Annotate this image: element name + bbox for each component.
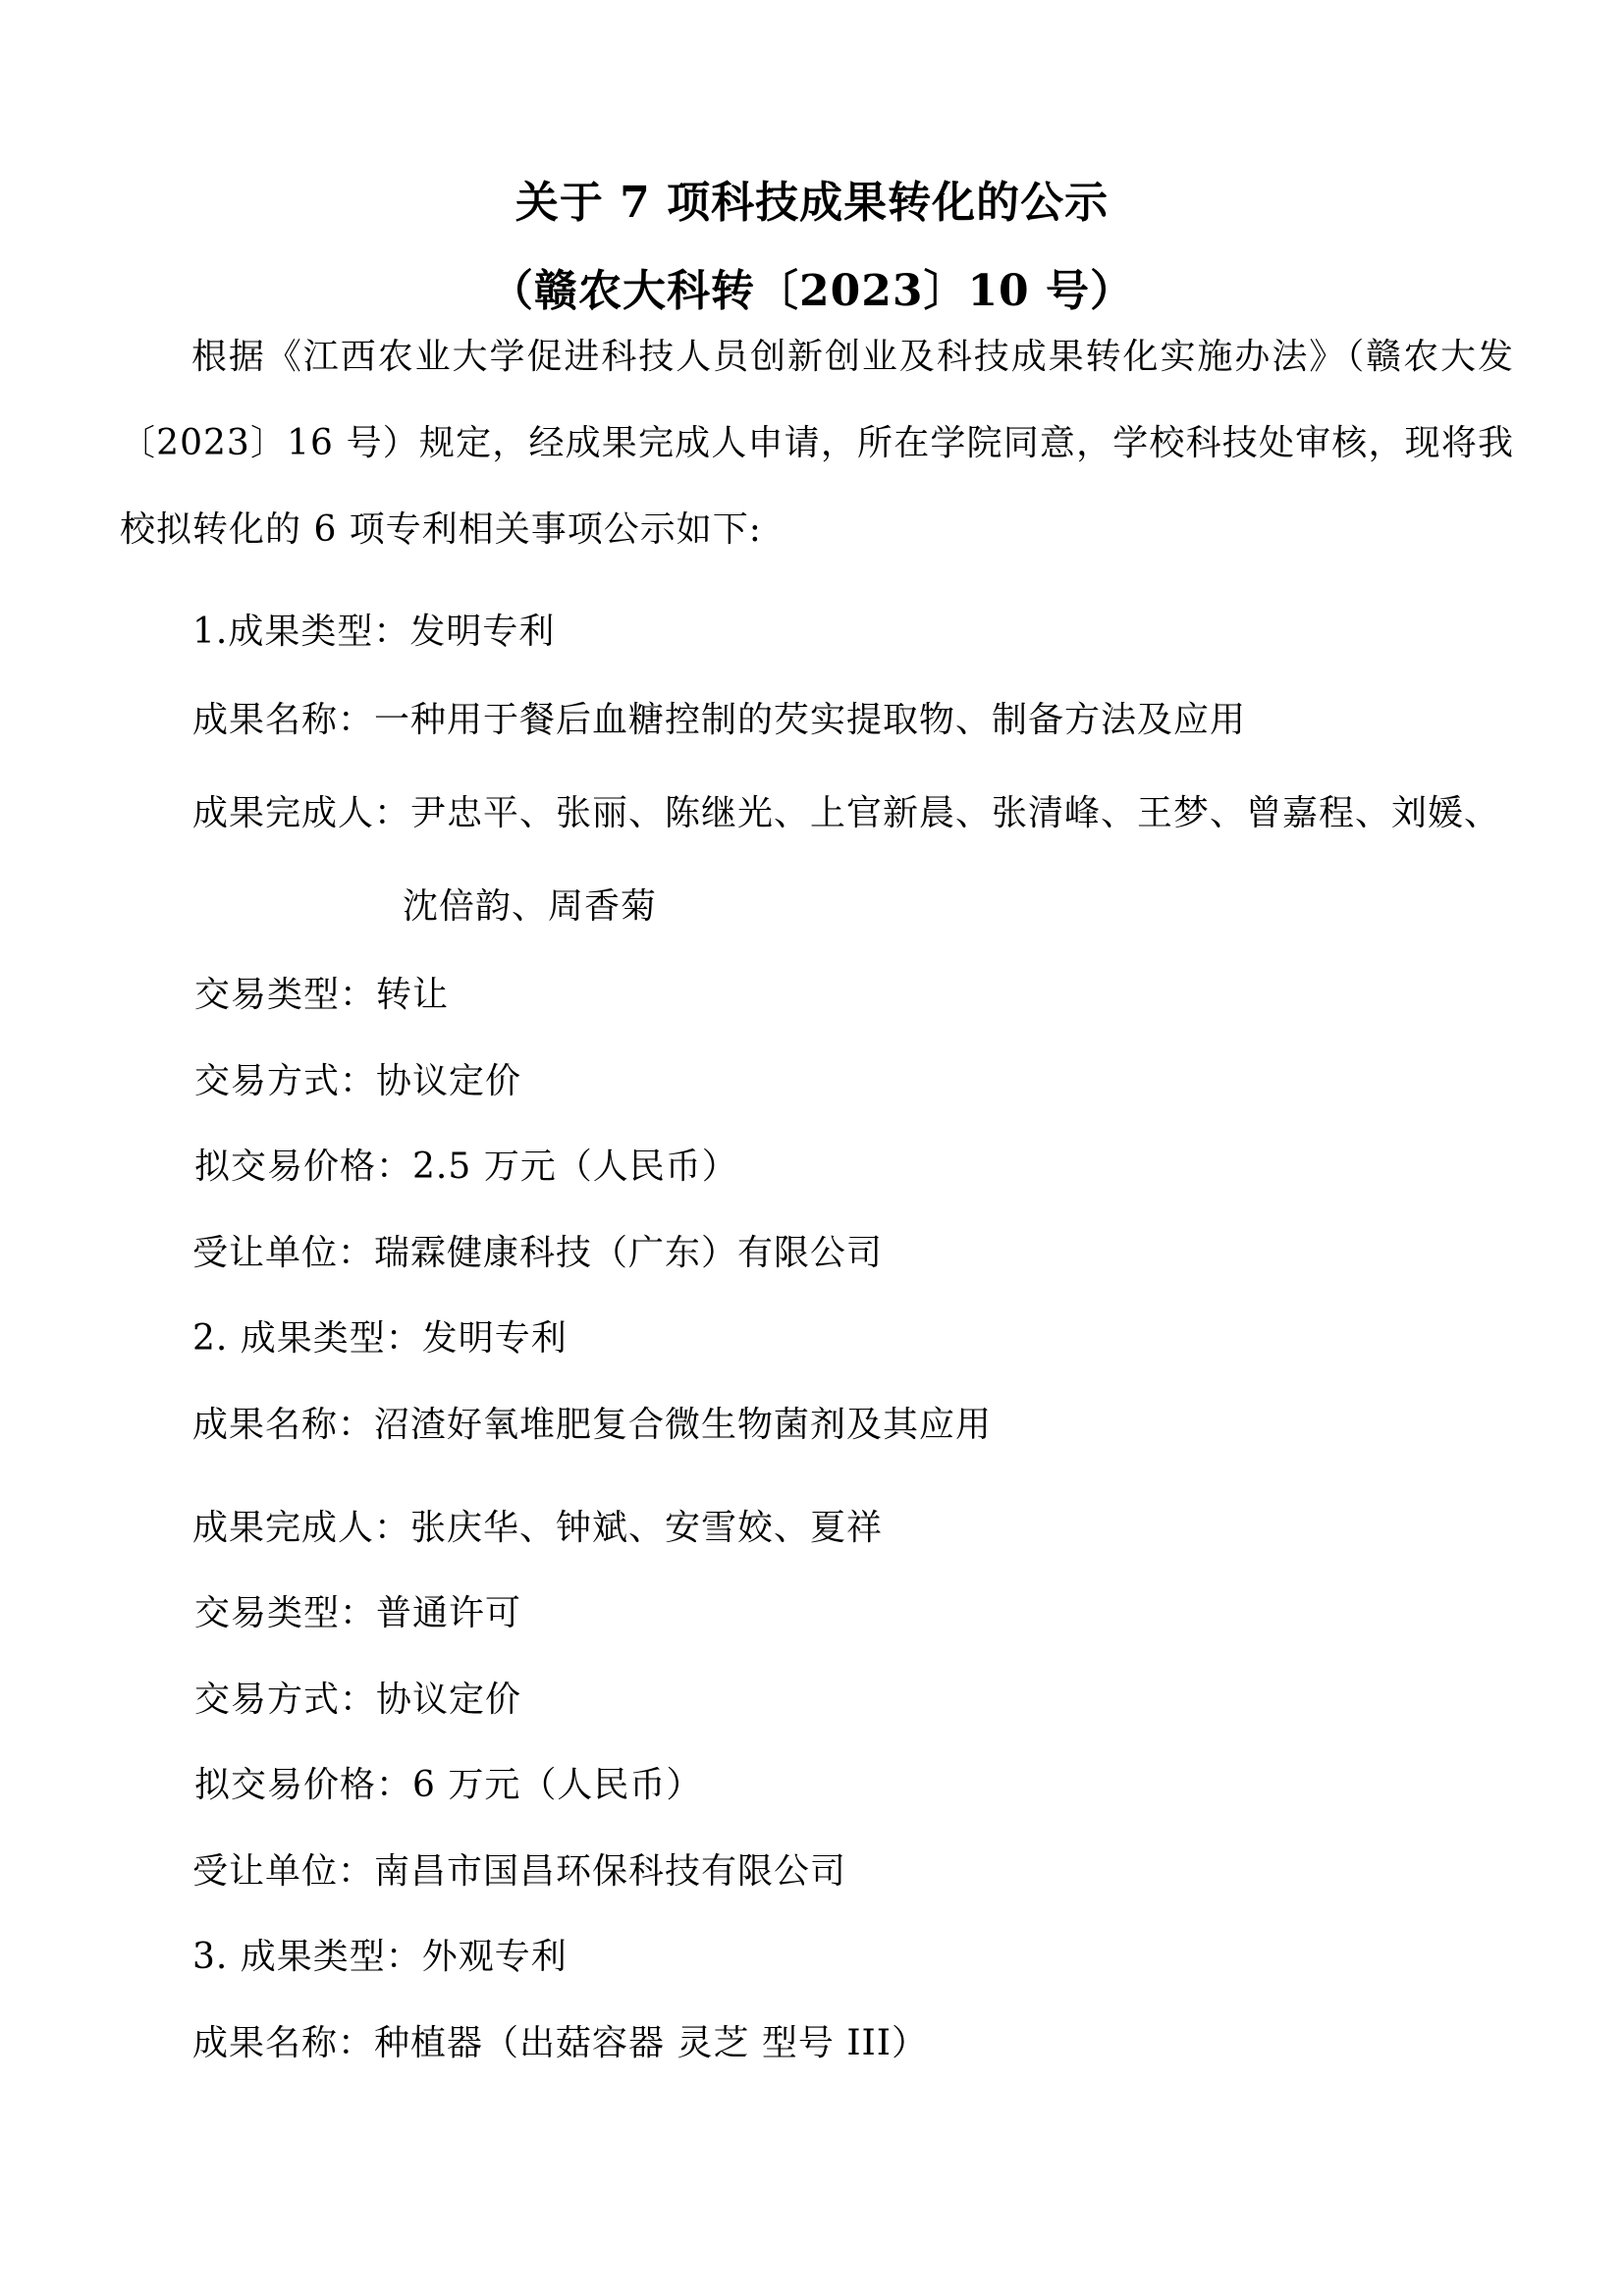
item-1-name: 成果名称：一种用于餐后血糖控制的芡实提取物、制备方法及应用	[192, 700, 1247, 740]
item-2-inventors: 成果完成人：张庆华、钟斌、安雪姣、夏祥	[192, 1508, 884, 1548]
item-1-assignee: 受让单位：瑞霖健康科技（广东）有限公司	[192, 1233, 884, 1273]
intro-paragraph	[120, 314, 1514, 573]
item-1-inventors-cont: 沈倍韵、周香菊	[403, 886, 658, 927]
item-1-trade-method: 交易方式：协议定价	[194, 1061, 522, 1101]
item-2-trade-type: 交易类型：普通许可	[194, 1593, 522, 1633]
item-1-type: 1.成果类型：发明专利	[192, 612, 556, 652]
item-2-trade-method: 交易方式：协议定价	[194, 1680, 522, 1720]
item-2-price: 拟交易价格：6 万元（人民币）	[194, 1765, 703, 1805]
item-1-inventors: 成果完成人：尹忠平、张丽、陈继光、上官新晨、张清峰、王梦、曾嘉程、刘媛、	[192, 793, 1501, 833]
item-2-type: 2. 成果类型：发明专利	[192, 1318, 568, 1359]
item-3-name: 成果名称：种植器（出菇容器 灵芝 型号 III）	[192, 2023, 928, 2063]
document-number: （赣农大科转〔2023〕10 号）	[489, 266, 1134, 316]
item-1-price: 拟交易价格：2.5 万元（人民币）	[194, 1147, 738, 1187]
item-2-assignee: 受让单位：南昌市国昌环保科技有限公司	[192, 1851, 847, 1892]
document-title: 关于 7 项科技成果转化的公示	[514, 178, 1110, 228]
item-3-type: 3. 成果类型：外观专利	[192, 1937, 568, 1977]
item-1-trade-type: 交易类型：转让	[194, 975, 450, 1015]
item-2-name: 成果名称：沼渣好氧堆肥复合微生物菌剂及其应用	[192, 1405, 993, 1445]
intro-text: 根据《江西农业大学促进科技人员创新创业及科技成果转化实施办法》（赣农大发〔2023〕16 号）规定，经成果完成人申请，所在学院同意，学校科技处审核，现将我校拟转化的 6 项专利相关事项公示如下:	[120, 337, 1514, 550]
